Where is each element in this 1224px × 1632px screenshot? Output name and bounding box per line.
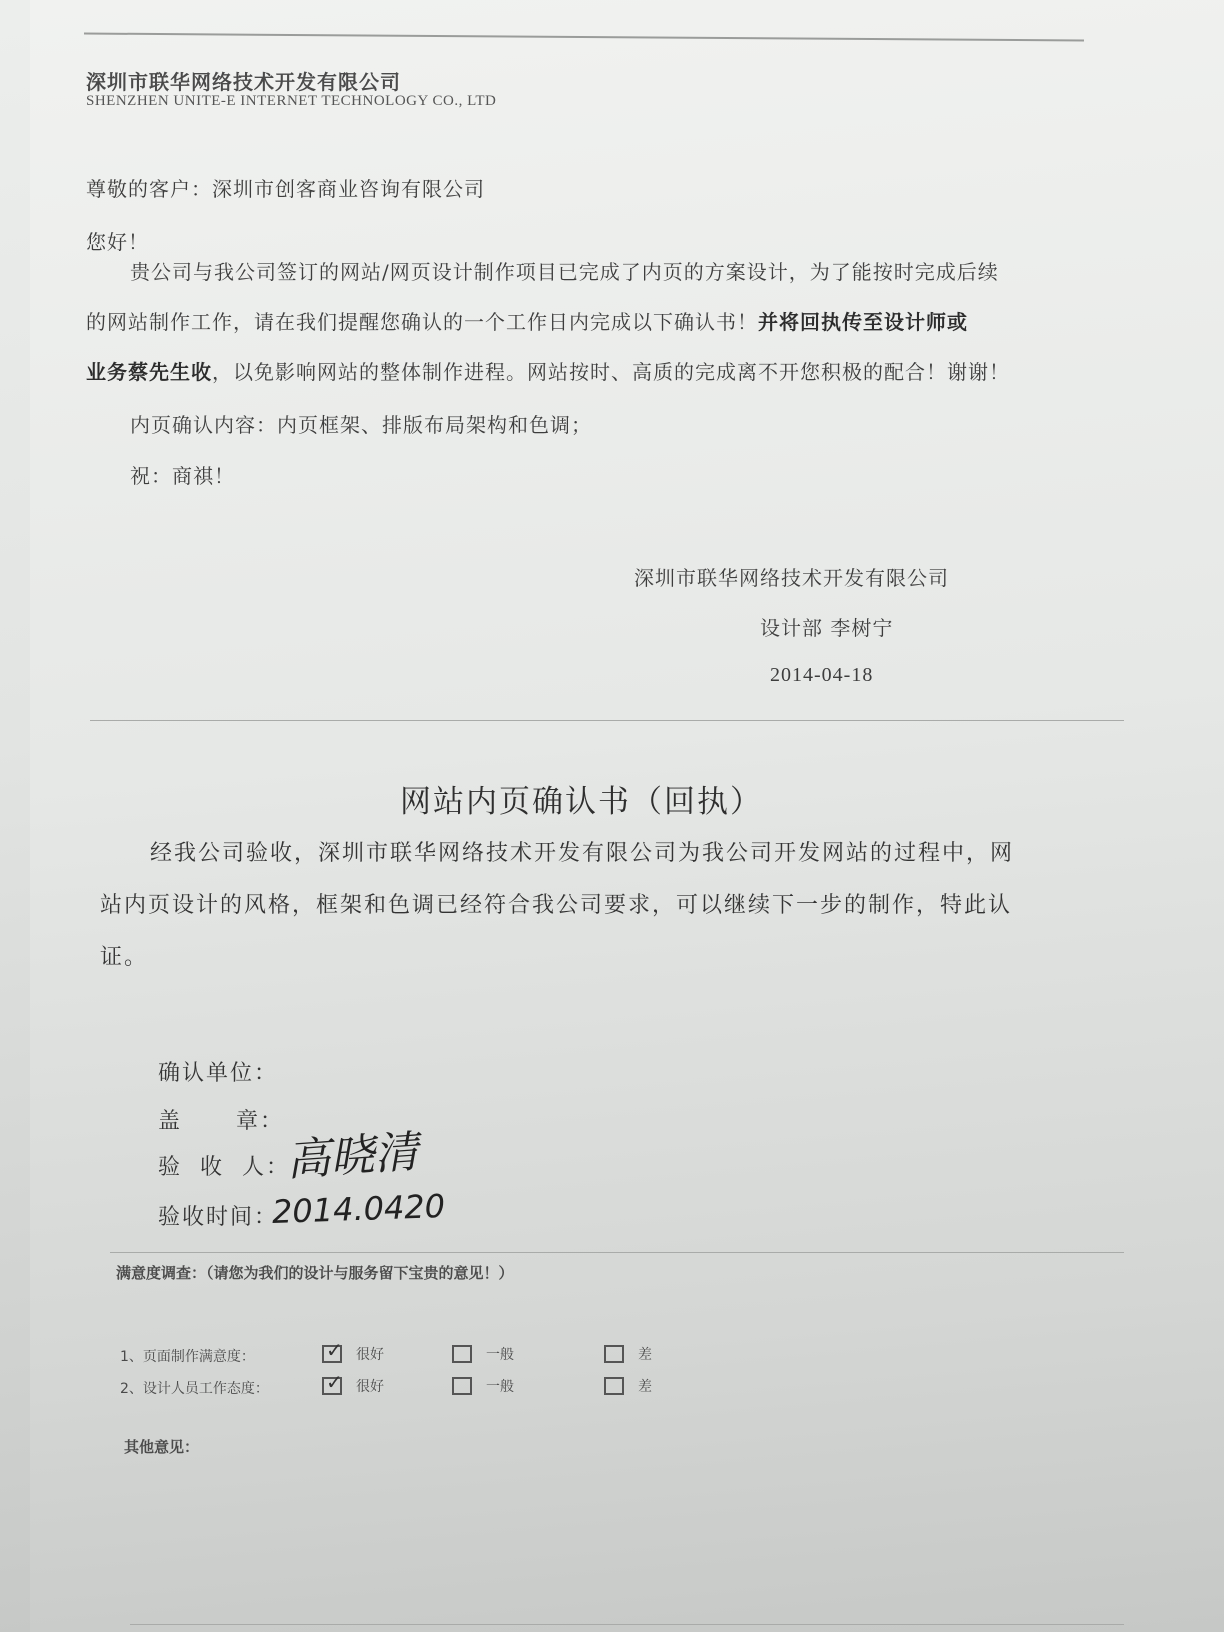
sign-dept: 设计部 李树宁 — [760, 616, 894, 640]
q2-poor-label: 差 — [638, 1379, 652, 1395]
middle-rule — [90, 720, 1124, 721]
q2-average-checkbox[interactable] — [452, 1377, 472, 1395]
receipt-title: 网站内页确认书（回执） — [400, 784, 763, 820]
q1-option-poor[interactable] — [604, 1344, 652, 1364]
greeting: 您好！ — [86, 230, 149, 254]
q2-option-very-good[interactable] — [322, 1376, 384, 1396]
paragraph-line-1: 贵公司与我公司签订的网站/网页设计制作项目已完成了内页的方案设计，为了能按时完成后续 — [130, 260, 999, 284]
salutation: 尊敬的客户：深圳市创客商业咨询有限公司 — [86, 177, 485, 201]
q1-poor-label: 差 — [638, 1347, 652, 1363]
q2-very-good-label: 很好 — [356, 1379, 384, 1395]
q1-poor-checkbox[interactable] — [604, 1345, 624, 1363]
survey-rule — [110, 1252, 1124, 1253]
sign-company: 深圳市联华网络技术开发有限公司 — [634, 566, 949, 590]
survey-title: 满意度调查：（请您为我们的设计与服务留下宝贵的意见！） — [116, 1264, 514, 1282]
receipt-body-line-3: 证。 — [100, 945, 149, 970]
q1-label: 1、页面制作满意度： — [120, 1349, 255, 1365]
q2-label: 2、设计人员工作态度： — [120, 1381, 269, 1397]
q2-option-poor[interactable] — [604, 1376, 652, 1396]
q1-option-average[interactable] — [452, 1344, 514, 1364]
letterhead-company-en: SHENZHEN UNITE-E INTERNET TECHNOLOGY CO., LTD — [86, 93, 497, 109]
time-label: 验收时间： — [158, 1205, 279, 1230]
q1-average-checkbox[interactable] — [452, 1345, 472, 1363]
receiver-label: 验 收 人： — [158, 1155, 290, 1180]
q1-very-good-label: 很好 — [356, 1347, 384, 1363]
q2-average-label: 一般 — [486, 1379, 514, 1395]
paragraph-line-2-normal: 的网站制作工作，请在我们提醒您确认的一个工作日内完成以下确认书！ — [86, 310, 758, 334]
q2-option-average[interactable] — [452, 1376, 514, 1396]
bottom-rule — [130, 1624, 1124, 1625]
paragraph-line-2 — [86, 306, 968, 335]
paragraph-line-3 — [86, 356, 1010, 385]
stamp-label: 盖 章： — [158, 1109, 284, 1134]
receiver-signature: 高晓清 — [284, 1126, 420, 1187]
receipt-body-line-2: 站内页设计的风格，框架和色调已经符合我公司要求，可以继续下一步的制作，特此认 — [100, 893, 1013, 918]
paragraph-line-3-bold: 业务蔡先生收 — [86, 360, 212, 384]
sign-date: 2014-04-18 — [770, 664, 874, 686]
other-comments-label: 其他意见： — [124, 1438, 200, 1456]
q2-poor-checkbox[interactable] — [604, 1377, 624, 1395]
q1-average-label: 一般 — [486, 1347, 514, 1363]
q2-very-good-checkbox[interactable] — [322, 1377, 342, 1395]
receipt-body-line-1: 经我公司验收，深圳市联华网络技术开发有限公司为我公司开发网站的过程中，网 — [150, 841, 1015, 866]
q1-option-very-good[interactable] — [322, 1344, 384, 1364]
q1-very-good-checkbox[interactable] — [322, 1345, 342, 1363]
paragraph-line-3-normal: ，以免影响网站的整体制作进程。网站按时、高质的完成离不开您积极的配合！谢谢！ — [212, 360, 1010, 384]
confirm-unit-label: 确认单位： — [158, 1061, 279, 1086]
paragraph-line-2-bold: 并将回执传至设计师或 — [758, 310, 968, 334]
time-value-handwritten: 2014.0420 — [271, 1186, 446, 1232]
closing: 祝：商祺！ — [130, 464, 235, 488]
letterhead-company-cn: 深圳市联华网络技术开发有限公司 — [86, 70, 401, 94]
confirm-content: 内页确认内容：内页框架、排版布局架构和色调； — [130, 413, 592, 437]
